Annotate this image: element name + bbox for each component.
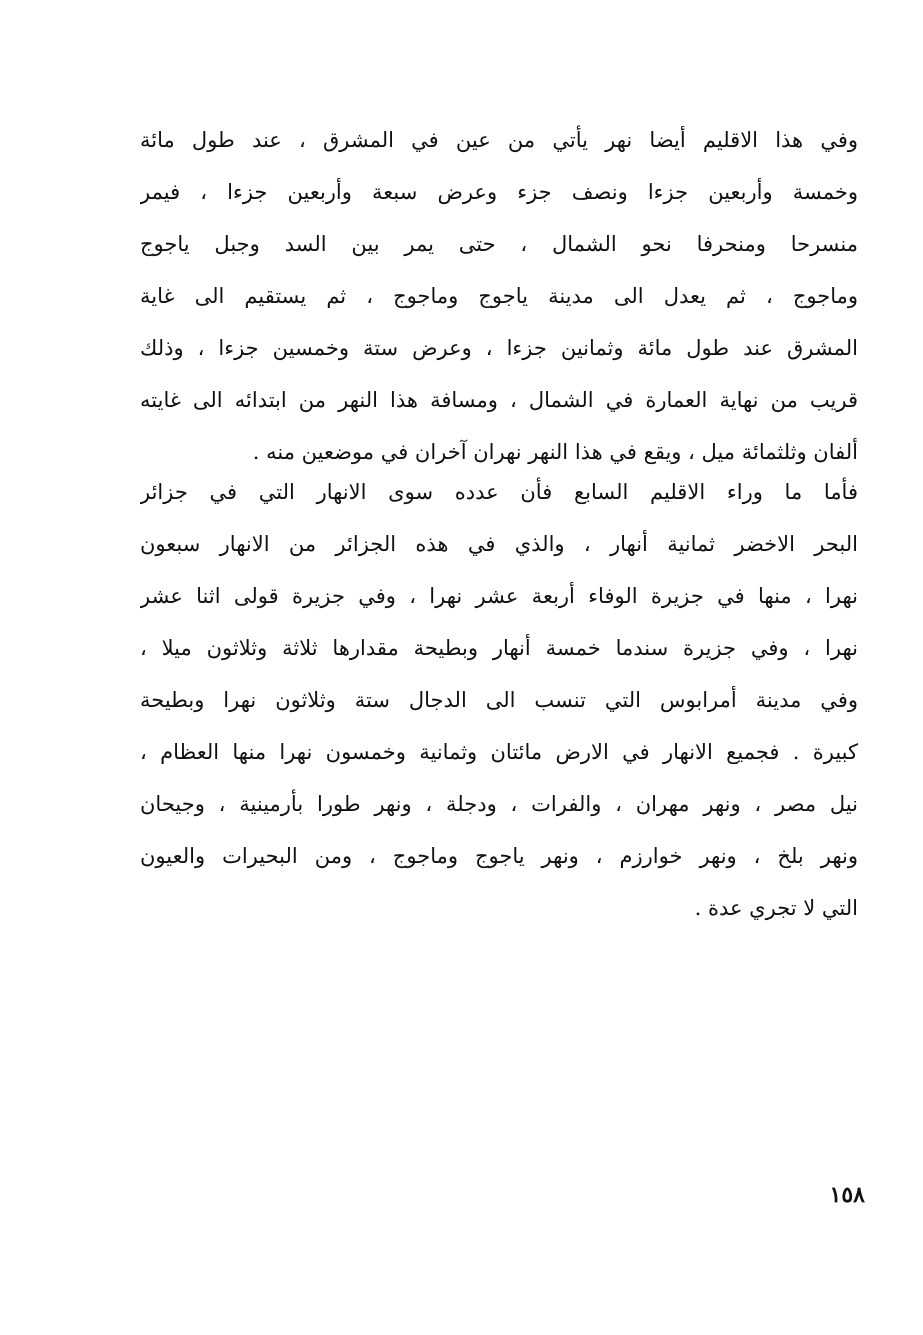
text-line: فأما ما وراء الاقليم السابع فأن عدده سوى الانهار التي في جزائر bbox=[140, 480, 858, 504]
page-number: ١٥٨ bbox=[829, 1182, 865, 1208]
text-line: ألفان وثلثمائة ميل ، ويقع في هذا النهر نهران آخران في موضعين منه . bbox=[252, 440, 858, 464]
text-line: وفي مدينة أمرابوس التي تنسب الى الدجال ستة وثلاثون نهرا وبطيحة bbox=[140, 688, 858, 712]
text-line: قريب من نهاية العمارة في الشمال ، ومسافة هذا النهر من ابتدائه الى غايته bbox=[140, 388, 858, 412]
text-line: نهرا ، منها في جزيرة الوفاء أربعة عشر نهرا ، وفي جزيرة قولى اثنا عشر bbox=[140, 584, 858, 608]
text-line: التي لا تجري عدة . bbox=[694, 896, 858, 920]
text-line: المشرق عند طول مائة وثمانين جزءا ، وعرض ستة وخمسين جزءا ، وذلك bbox=[140, 336, 858, 360]
paragraph-2 bbox=[140, 466, 858, 934]
text-line: منسرحا ومنحرفا نحو الشمال ، حتى يمر بين السد وجبل ياجوج bbox=[140, 232, 858, 256]
text-line: نيل مصر ، ونهر مهران ، والفرات ، ودجلة ، ونهر طورا بأرمينية ، وجيحان bbox=[140, 792, 858, 816]
text-line: وفي هذا الاقليم أيضا نهر يأتي من عين في المشرق ، عند طول مائة bbox=[140, 128, 858, 152]
paragraph-1 bbox=[140, 114, 858, 478]
text-line: البحر الاخضر ثمانية أنهار ، والذي في هذه الجزائر من الانهار سبعون bbox=[140, 532, 858, 556]
text-line: نهرا ، وفي جزيرة سندما خمسة أنهار وبطيحة مقدارها ثلاثة وثلاثون ميلا ، bbox=[140, 636, 858, 660]
text-line: كبيرة . فجميع الانهار في الارض مائتان وثمانية وخمسون نهرا منها العظام ، bbox=[140, 740, 858, 764]
text-line: ونهر بلخ ، ونهر خوارزم ، ونهر ياجوج وماجوج ، ومن البحيرات والعيون bbox=[140, 844, 858, 868]
text-line: وماجوج ، ثم يعدل الى مدينة ياجوج وماجوج ، ثم يستقيم الى غاية bbox=[140, 284, 858, 308]
text-line: وخمسة وأربعين جزءا ونصف جزء وعرض سبعة وأربعين جزءا ، فيمر bbox=[140, 180, 858, 204]
